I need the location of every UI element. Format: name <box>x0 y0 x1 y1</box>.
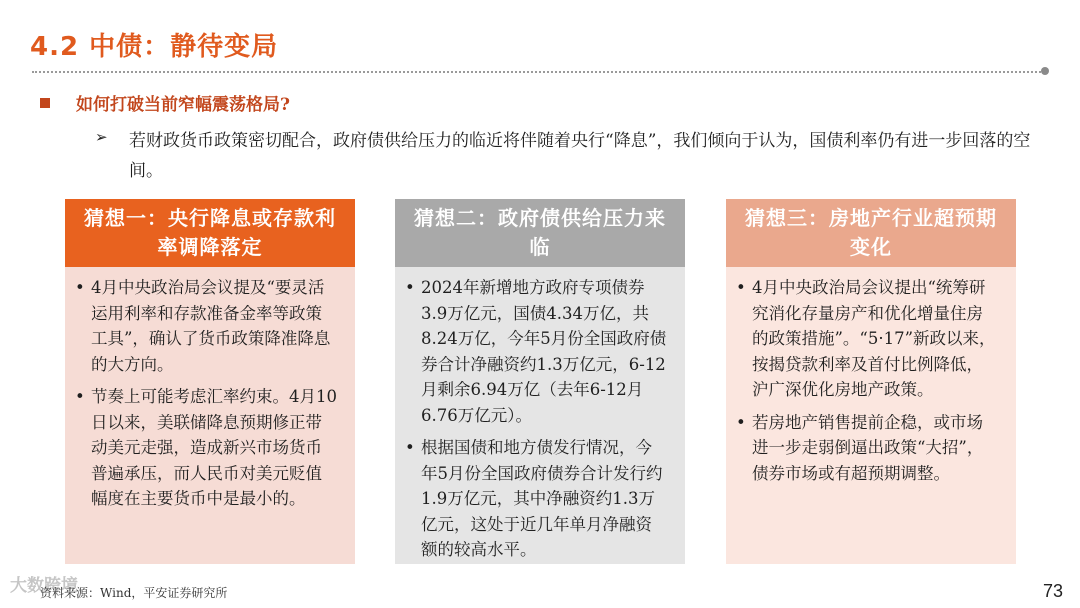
square-bullet-icon <box>40 98 50 108</box>
page-number: 73 <box>1043 581 1064 601</box>
card-3-title: 猜想三：房地产行业超预期变化 <box>726 199 1016 267</box>
arrow-bullet-icon: ➢ <box>95 128 108 146</box>
question-heading <box>40 90 290 115</box>
card-1-item: • 节奏上可能考虑汇率约束。4月10日以来，美联储降息预期修正带动美元走强，造成新兴市场货币普遍承压，而人民币对美元贬值幅度在主要货币中是最小的。 <box>75 384 337 512</box>
card-2-item: • 根据国债和地方债发行情况，今年5月份全国政府债券合计发行约1.9万亿元，其中净融资约1.3万亿元，这处于近几年单月净融资额的较高水平。 <box>405 435 667 563</box>
hypothesis-card-3 <box>726 199 1016 564</box>
card-3-item: • 若房地产销售提前企稳，或市场进一步走弱倒逼出政策“大招”，债券市场或有超预期调整。 <box>736 410 998 487</box>
intro-paragraph: 若财政货币政策密切配合，政府债供给压力的临近将伴随着央行“降息”，我们倾向于认为，国债利率仍有进一步回落的空间。 <box>129 131 1031 181</box>
question-text: 如何打破当前窄幅震荡格局? <box>76 95 290 115</box>
hypothesis-card-1 <box>65 199 355 564</box>
title-divider <box>32 71 1044 73</box>
divider-end-dot <box>1041 67 1049 75</box>
card-3-item: • 4月中央政治局会议提出“统筹研究消化存量房产和优化增量住房的政策措施”。“5·17”新政以来，按揭贷款利率及首付比例降低，沪广深优化房地产政策。 <box>736 275 998 403</box>
card-1-body <box>65 267 355 564</box>
source-note: 资料来源：Wind，平安证券研究所 <box>40 586 228 600</box>
card-2-item: • 2024年新增地方政府专项债券3.9万亿元，国债4.34万亿，共8.24万亿，今年5月份全国政府债券合计净融资约1.3万亿元，6-12月剩余6.94万亿（去年6-12月6.76万亿元）。 <box>405 275 667 428</box>
card-3-body <box>726 267 1016 564</box>
card-2-body <box>395 267 685 564</box>
watermark: 大数跨境 <box>10 576 78 596</box>
card-1-title: 猜想一：央行降息或存款利率调降落定 <box>65 199 355 267</box>
page-title: 4.2 中债：静待变局 <box>30 32 279 62</box>
card-2-title: 猜想二：政府债供给压力来临 <box>395 199 685 267</box>
card-1-item: • 4月中央政治局会议提及“要灵活运用利率和存款准备金率等政策工具”，确认了货币政策降准降息的大方向。 <box>75 275 337 377</box>
hypothesis-card-2 <box>395 199 685 564</box>
